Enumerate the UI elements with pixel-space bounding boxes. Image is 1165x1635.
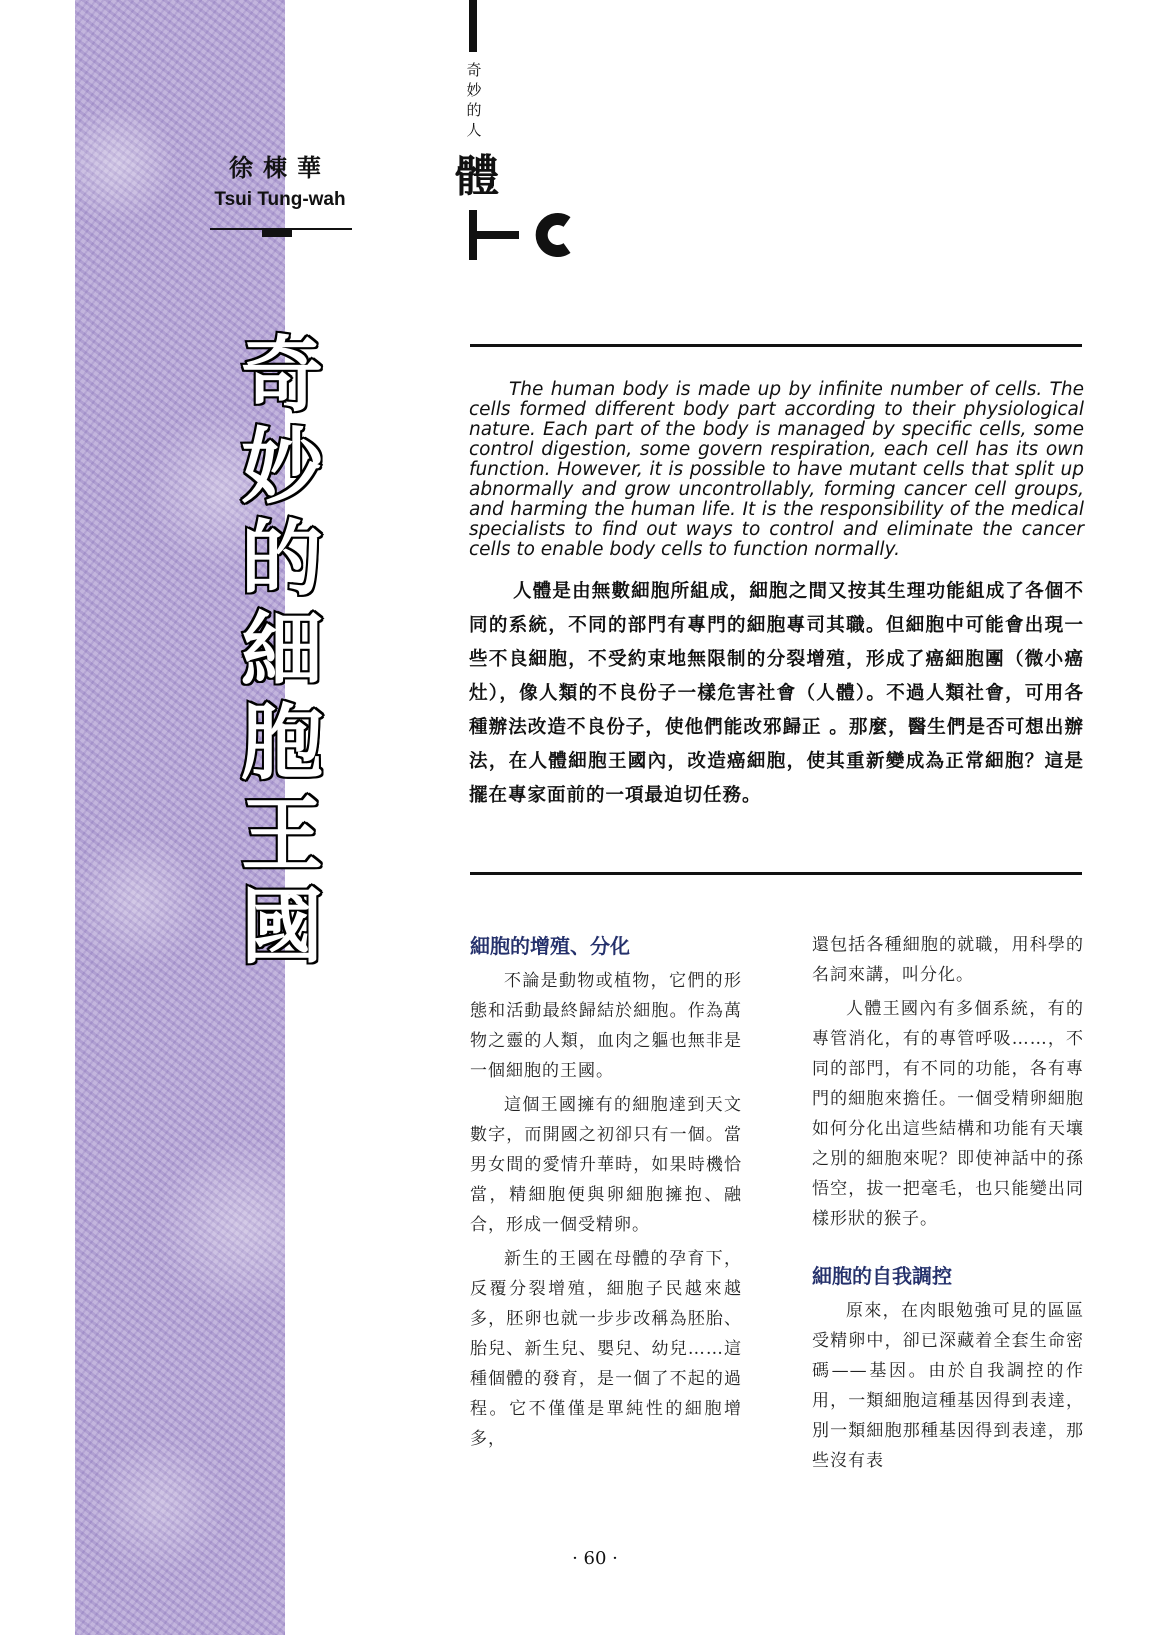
top-rule — [470, 344, 1082, 347]
author-block — [210, 148, 350, 211]
series-label-char: 人 — [466, 121, 482, 139]
title-char: 王 — [240, 788, 323, 883]
author-name-cn: 徐棟華 — [229, 154, 331, 182]
english-abstract: The human body is made up by infinite number of cells. The cells formed different body part according to their physiological nature. Each part of the body is managed by specific cells, some control digestion, some govern respiration, each cell has its own function. However, it is possible to have mutant cells that split up abnormally and grow uncontrollably, forming cancer cell groups, and harming the human life. It is the responsibility of the medical specialists to find out ways to control and eliminate the cancer cells to enable body cells to function normally. — [469, 379, 1084, 560]
series-label-char: 妙 — [466, 81, 482, 99]
body-paragraph: 不論是動物或植物，它們的形態和活動最終歸結於細胞。作為萬物之靈的人類，血肉之軀也無非是一個細胞的王國。 — [470, 971, 742, 1081]
hc-logo — [469, 210, 589, 260]
series-label-char: 的 — [466, 101, 482, 119]
series-big-char: 體 — [455, 151, 499, 202]
title-char: 國 — [240, 880, 323, 975]
body-paragraph: 新生的王國在母體的孕育下，反覆分裂增殖，細胞子民越來越多，胚卵也就一步步改稱為胚胎、胎兒、新生兒、嬰兒、幼兒……這種個體的發育，是一個了不起的過程。它不僅僅是單純性的細胞增多， — [470, 1249, 742, 1449]
body-paragraph: 還包括各種細胞的就職，用科學的名詞來講，叫分化。 — [812, 935, 1084, 985]
title-char: 細 — [240, 604, 323, 699]
body-column-left — [470, 930, 742, 1458]
series-label-char: 奇 — [466, 61, 482, 79]
title-char: 的 — [240, 512, 323, 607]
body-paragraph: 這個王國擁有的細胞達到天文數字，而開國之初卻只有一個。當男女間的愛情升華時，如果時機恰當，精細胞便與卵細胞擁抱、融合，形成一個受精卵。 — [470, 1095, 742, 1235]
title-char: 胞 — [240, 696, 323, 791]
series-label — [463, 60, 485, 140]
chinese-intro: 人體是由無數細胞所組成，細胞之間又按其生理功能組成了各個不同的系統，不同的部門有專門的細胞專司其職。但細胞中可能會出現一些不良細胞，不受約束地無限制的分裂增殖，形成了癌細胞團（微小癌灶），像人類的不良份子一樣危害社會（人體）。不過人類社會，可用各種辦法改造不良份子，使他們能改邪歸正 。那麼，醫生們是否可想出辦法，在人體細胞王國內，改造癌細胞，使其重新變成為正常細胞？這是擺在專家面前的一項最迫切任務。 — [469, 581, 1084, 806]
series-bar — [469, 0, 477, 52]
title-char: 奇 — [240, 328, 323, 423]
author-divider-mark — [262, 230, 292, 237]
hc-logo-text: HC — [529, 240, 531, 241]
article-title — [232, 330, 332, 974]
bottom-rule — [470, 872, 1082, 875]
body-column-right — [812, 930, 1084, 1480]
author-name-en: Tsui Tung-wah — [214, 189, 346, 210]
title-char: 妙 — [240, 420, 323, 515]
section-heading: 細胞的自我調控 — [812, 1264, 952, 1288]
body-paragraph: 原來，在肉眼勉強可見的區區受精卵中，卻已深藏着全套生命密碼——基因。由於自我調控的作用，一類細胞這種基因得到表達，別一類細胞那種基因得到表達，那些沒有表 — [812, 1301, 1084, 1471]
page-number: · 60 · — [572, 1548, 618, 1569]
body-paragraph: 人體王國內有多個系統，有的專管消化，有的專管呼吸……，不同的部門，有不同的功能，各有專門的細胞來擔任。一個受精卵細胞如何分化出這些結構和功能有天壤之別的細胞來呢？即使神話中的孫悟空，拔一把毫毛，也只能變出同樣形狀的猴子。 — [812, 999, 1084, 1229]
section-heading: 細胞的增殖、分化 — [470, 934, 630, 958]
